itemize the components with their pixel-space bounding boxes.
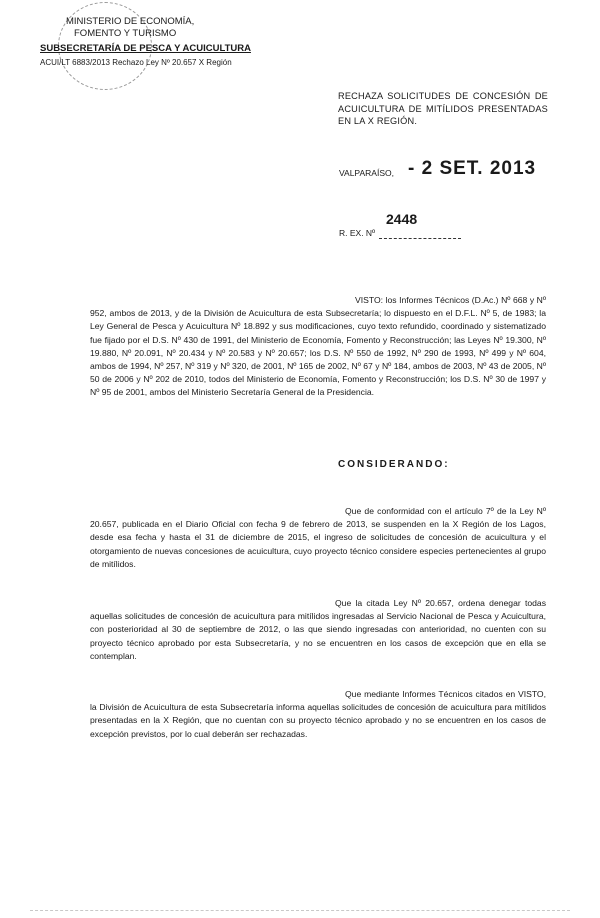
date-label: VALPARAÍSO, xyxy=(339,168,394,178)
header-ministry-sub: FOMENTO Y TURISMO xyxy=(74,28,177,39)
considerando-paragraph-3: Que mediante Informes Técnicos citados en VISTO, la División de Acuicultura de esta Subsecretaría informa aquellas solicitudes de concesión de acuicultura para mitílidos presentadas en la X Región, que no cuentan con su proyecto técnico aprobado y no se encuentren en los casos de excepción previstos, por lo cual deberán ser rechazadas. xyxy=(90,689,546,739)
header-ministry: MINISTERIO DE ECONOMÍA, xyxy=(66,16,195,27)
considerando-paragraph-2: Que la citada Ley Nº 20.657, ordena denegar todas aquellas solicitudes de concesión de acuicultura para mitílidos ingresadas al Servicio Nacional de Pesca y Acuicultura, con posterioridad al 30 de septiembre de 2012, o las que siendo ingresadas con anterioridad, no cuenten con su proyecto técnico aprobado por esta Subsecretaría, y no se encuentren en los casos de excepción que en ella se contemplan. xyxy=(90,598,546,661)
resolution-title: RECHAZA SOLICITUDES DE CONCESIÓN DE ACUICULTURA DE MITÍLIDOS PRESENTADAS EN LA X REGIÓN. xyxy=(338,91,548,126)
considerando-paragraph-1: Que de conformidad con el artículo 7º de la Ley Nº 20.657, publicada en el Diario Oficial con fecha 9 de febrero de 2013, se suspenden en la X Región de los Lagos, desde esa fecha y hasta el 31 de diciembre de 2015, el ingreso de solicitudes de concesión de acuicultura y el otorgamiento de nuevas concesiones de acuicultura, cuyo proyecto técnico considere especies pertenecientes al grupo de mitílidos. xyxy=(90,506,546,569)
visto-paragraph: VISTO: los Informes Técnicos (D.Ac.) Nº 668 y Nº 952, ambos de 2013, y de la División de Acuicultura de esta Subsecretaría; lo dispuesto en el D.F.L. Nº 5, de 1983; la Ley General de Pesca y Acuicultura Nº 18.892 y sus modificaciones, cuyo texto refundido, coordinado y sistematizado fue fijado por el D.S. Nº 430 de 1991, del Ministerio de Economía, Fomento y Reconstrucción; las Leyes Nº 19.300, Nº 19.880, Nº 20.091, Nº 20.434 y Nº 20.583 y Nº 20.657; los D.S. Nº 550 de 1992, Nº 290 de 1993, Nº 499 y Nº 604, ambos de 1994, Nº 257, Nº 319 y Nº 320, de 2001, Nº 165 de 2002, Nº 67 y Nº 184, ambos de 2003, Nº 43 de 2005, Nº 50 de 2006 y Nº 202 de 2010, todos del Ministerio de Economía, Fomento y Reconstrucción; los D.S. Nº 30 de 1997 y Nº 95 de 2001, ambos del Ministerio Secretaría General de la Presidencia. xyxy=(90,295,546,398)
considerando-heading: CONSIDERANDO: xyxy=(338,459,450,470)
header-reference: ACUI/LT 6883/2013 Rechazo Ley Nº 20.657 X Región xyxy=(40,58,232,67)
header-subsecretaria: SUBSECRETARÍA DE PESCA Y ACUICULTURA xyxy=(40,43,251,54)
page-footer-line xyxy=(30,910,570,911)
date-stamp: - 2 SET. 2013 xyxy=(408,158,537,179)
resolution-label: R. EX. Nº xyxy=(339,228,376,238)
resolution-number: 2448 xyxy=(386,211,418,227)
resolution-number-line xyxy=(379,238,461,239)
